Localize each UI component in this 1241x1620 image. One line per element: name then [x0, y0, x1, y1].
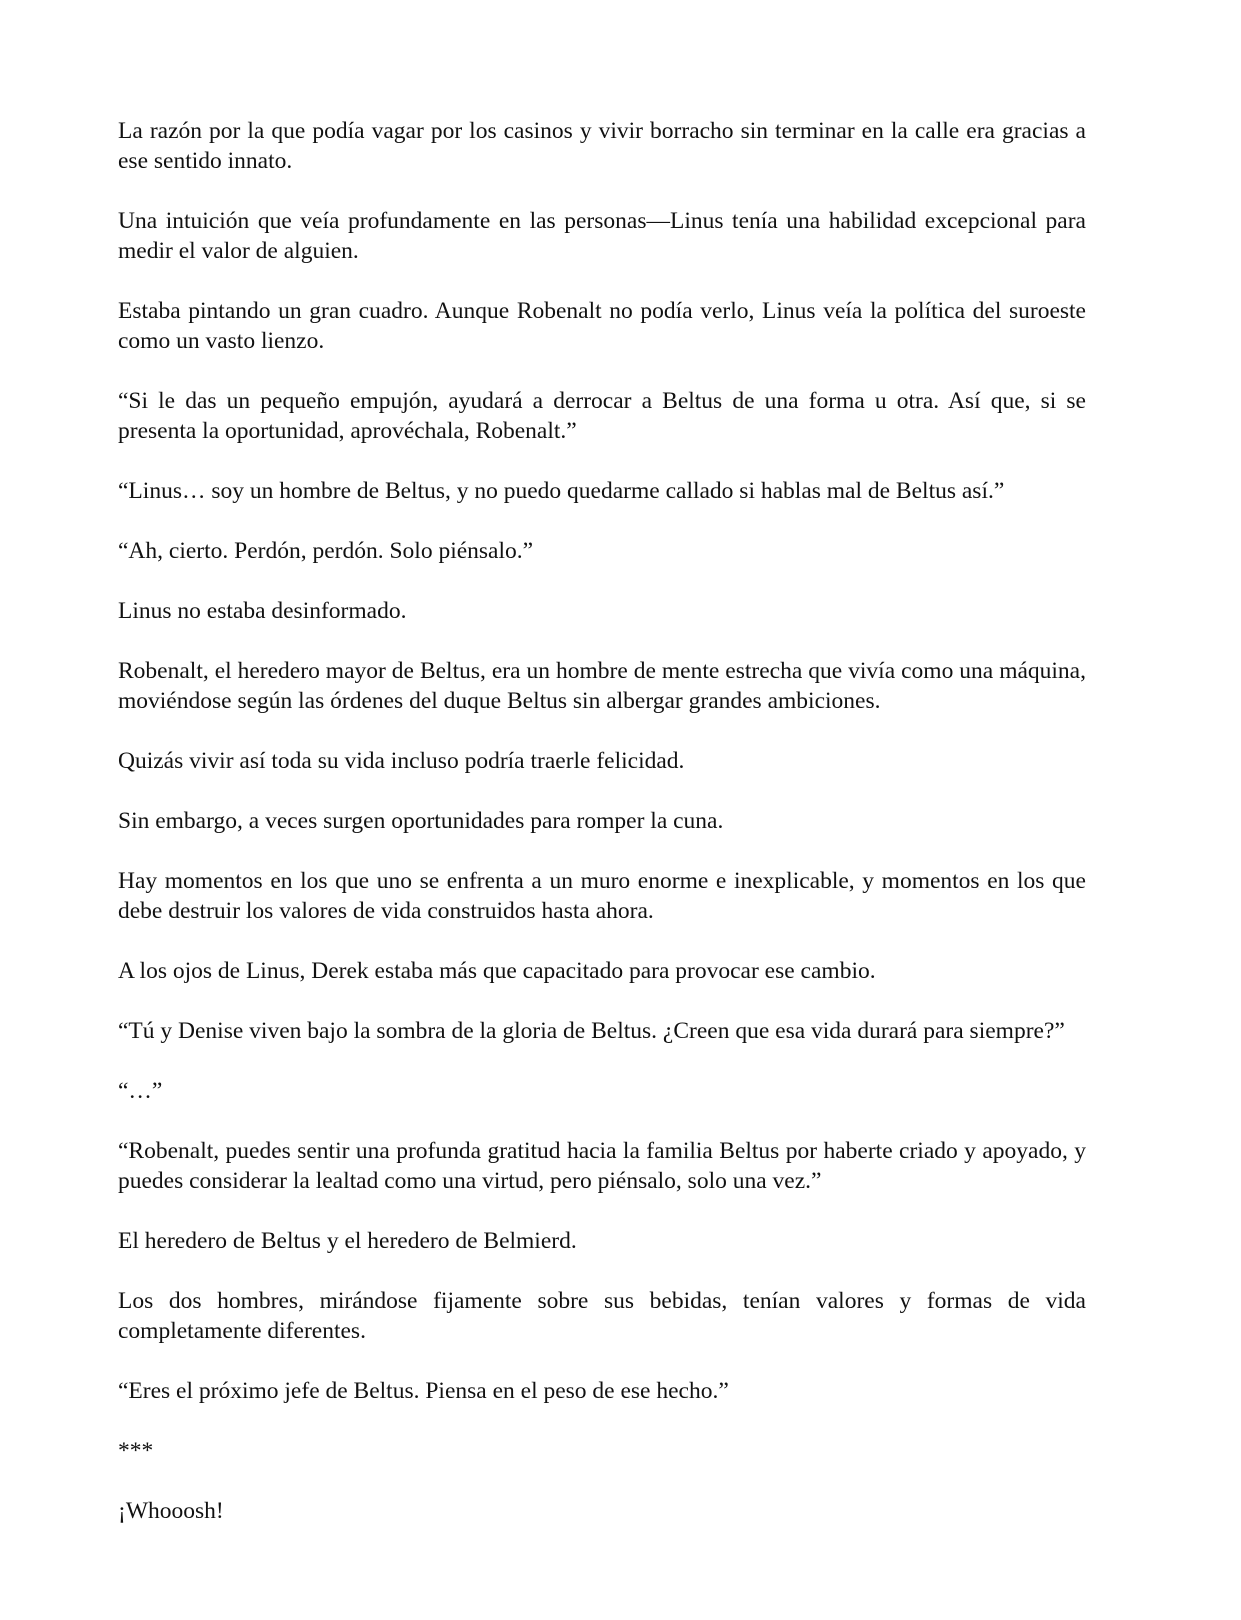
paragraph-2: Una intuición que veía profundamente en las personas—Linus tenía una habilidad excepcional para medir el valor de alguien. [118, 208, 1086, 264]
paragraph-13: “Tú y Denise viven bajo la sombra de la gloria de Beltus. ¿Creen que esa vida durará para siempre?” [118, 1018, 1065, 1044]
paragraph-14: “…” [118, 1078, 163, 1104]
paragraph-1: La razón por la que podía vagar por los casinos y vivir borracho sin terminar en la calle era gracias a ese sentido innato. [118, 118, 1086, 174]
paragraph-4: “Si le das un pequeño empujón, ayudará a derrocar a Beltus de una forma u otra. Así que, si se presenta la oportunidad, aprovéchala, Robenalt.” [118, 388, 1086, 444]
paragraph-12: A los ojos de Linus, Derek estaba más que capacitado para provocar ese cambio. [118, 958, 876, 984]
paragraph-5: “Linus… soy un hombre de Beltus, y no puedo quedarme callado si hablas mal de Beltus así.” [118, 478, 1005, 504]
paragraph-8: Robenalt, el heredero mayor de Beltus, era un hombre de mente estrecha que vivía como una máquina, moviéndose según las órdenes del duque Beltus sin albergar grandes ambiciones. [118, 658, 1086, 714]
paragraph-11: Hay momentos en los que uno se enfrenta a un muro enorme e inexplicable, y momentos en los que debe destruir los valores de vida construidos hasta ahora. [118, 868, 1086, 924]
paragraph-6: “Ah, cierto. Perdón, perdón. Solo piénsalo.” [118, 538, 534, 564]
document-page [118, 116, 1086, 1526]
paragraph-9: Quizás vivir así toda su vida incluso podría traerle felicidad. [118, 748, 685, 774]
paragraph-15: “Robenalt, puedes sentir una profunda gratitud hacia la familia Beltus por haberte criado y apoyado, y puedes considerar la lealtad como una virtud, pero piénsalo, solo una vez.” [118, 1138, 1086, 1194]
paragraph-19: ¡Whooosh! [118, 1498, 224, 1524]
paragraph-3: Estaba pintando un gran cuadro. Aunque Robenalt no podía verlo, Linus veía la política del suroeste como un vasto lienzo. [118, 298, 1086, 354]
scene-break: *** [118, 1438, 154, 1464]
paragraph-18: “Eres el próximo jefe de Beltus. Piensa en el peso de ese hecho.” [118, 1378, 729, 1404]
paragraph-7: Linus no estaba desinformado. [118, 598, 407, 624]
paragraph-16: El heredero de Beltus y el heredero de Belmierd. [118, 1228, 577, 1254]
paragraph-17: Los dos hombres, mirándose fijamente sobre sus bebidas, tenían valores y formas de vida completamente diferentes. [118, 1288, 1086, 1344]
paragraph-10: Sin embargo, a veces surgen oportunidades para romper la cuna. [118, 808, 724, 834]
